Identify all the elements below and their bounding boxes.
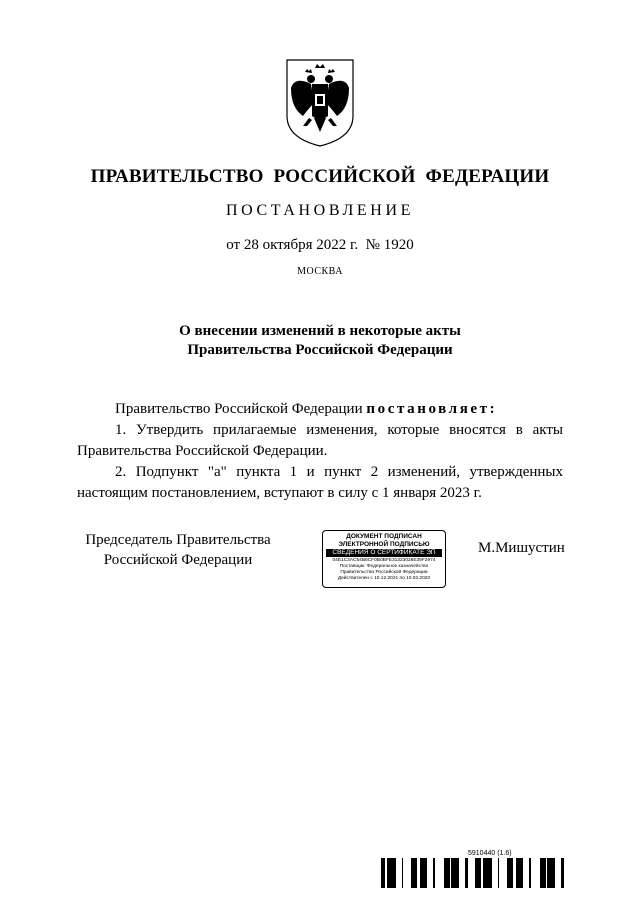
title-line-2: Правительства Российской Федерации bbox=[187, 342, 453, 358]
stamp-line-2: ЭЛЕКТРОННОЙ ПОДПИСЬЮ bbox=[338, 540, 430, 548]
item-1: 1. Утвердить прилагаемые изменения, которые вносятся в акты Правительства Российской Федерации. bbox=[77, 422, 563, 459]
russian-coat-of-arms-icon bbox=[281, 58, 359, 148]
signer-position-line-2: Российской Федерации bbox=[103, 552, 253, 568]
signer-position-line-1: Председатель Правительства bbox=[85, 532, 271, 548]
document-code: 5910440 (1.6) bbox=[468, 850, 512, 857]
preamble-resolves: постановляет: bbox=[366, 401, 498, 417]
preamble-text: Правительство Российской Федерации bbox=[115, 401, 367, 417]
city: МОСКВА bbox=[297, 266, 343, 277]
item-2: 2. Подпункт "а" пункта 1 и пункт 2 изменений, утвержденных настоящим постановлением, вступают в силу с 1 января 2023 г. bbox=[77, 464, 563, 501]
document-date-number: от 28 октября 2022 г. № 1920 bbox=[226, 237, 414, 253]
stamp-owner: Правительство Российской Федерации bbox=[340, 570, 428, 575]
preamble bbox=[77, 399, 563, 420]
title-line-1: О внесении изменений в некоторые акты bbox=[179, 323, 461, 339]
signer-position bbox=[78, 530, 278, 570]
stamp-line-1: ДОКУМЕНТ ПОДПИСАН bbox=[346, 533, 422, 540]
stamp-supplier: Поставщик: Федеральное казначейство bbox=[339, 564, 429, 569]
government-name: ПРАВИТЕЛЬСТВО РОССИЙСКОЙ ФЕДЕРАЦИИ bbox=[90, 166, 550, 187]
signer-name: М.Мишустин bbox=[478, 540, 565, 556]
electronic-signature-stamp bbox=[322, 530, 446, 588]
stamp-serial: 04E1C3AC54B8CF0B0BFE31323028E39F2974 bbox=[332, 558, 436, 563]
document-type: ПОСТАНОВЛЕНИЕ bbox=[226, 202, 414, 219]
barcode-icon bbox=[381, 858, 564, 888]
document-title bbox=[0, 322, 640, 360]
stamp-validity: Действителен с 10.12.2021 по 10.03.2023 bbox=[337, 576, 431, 581]
stamp-certificate-header: СВЕДЕНИЯ О СЕРТИФИКАТЕ ЭП bbox=[326, 549, 442, 557]
